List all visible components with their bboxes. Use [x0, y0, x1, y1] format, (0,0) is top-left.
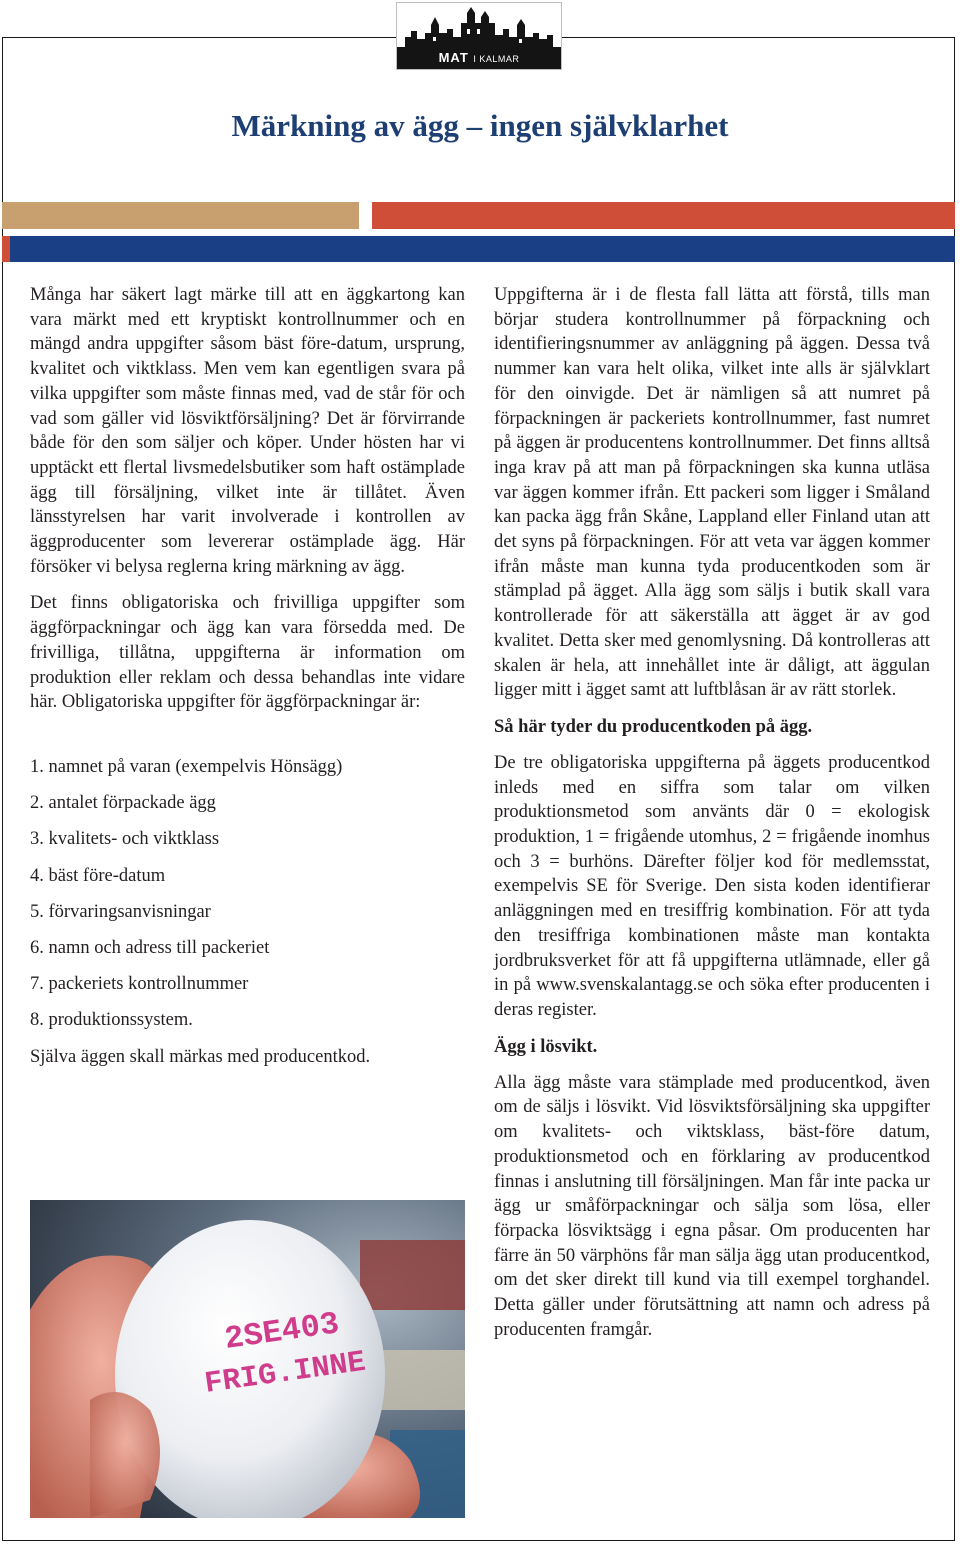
decorative-bar-gold — [2, 202, 359, 229]
left-paragraph-intro: Många har säkert lagt märke till att en äggkartong kan vara märkt med ett kryptiskt kontrollnummer och en mängd andra uppgifter såsom bäst före-datum, ursprung, kvalitet och viktklass. Men vem kan egentligen svara på vilka uppgifter som måste finnas med, vad de står för och vad som gäller vid lösviktförsäljning? Det är förvirrande både för den som säljer och köper. Under hösten har vi upptäckt ett flertal livsmedelsbutiker som haft ostämplade ägg till försäljning, vilket inte är tillåtet. Även länsstyrelsen har varit involverade i kontrollen av äggproducenter som levererar ostämplade ägg. Här försöker vi belysa reglerna kring märkning av ägg. — [30, 285, 465, 577]
logo-sub-text: I KALMAR — [473, 54, 520, 64]
left-paragraph-obligatory: Det finns obligatoriska och frivilliga uppgifter som äggförpackningar och ägg kan vara försedda med. De frivilliga, tillåtna, uppgifterna är information om produktion eller reklam och dessa behandlas inte vidare här. Obligatoriska uppgifter för äggförpackningar är: — [30, 593, 465, 713]
egg-in-hand-image — [30, 1200, 465, 1518]
list-item: 7. packeriets kontrollnummer — [30, 974, 249, 995]
list-item: 6. namn och adress till packeriet — [30, 937, 270, 958]
left-paragraph-stamp: Själva äggen skall märkas med producentkod. — [30, 1046, 371, 1067]
heading-loose-eggs: Ägg i lösvikt. — [494, 1036, 598, 1057]
right-paragraph-loose-eggs: Alla ägg måste vara stämplade med producentkod, även om de säljs i lösvikt. Vid lösviktsförsäljning ska uppgifter om kvalitets- och viktsklass, bäst-före datum, produktionsmetod och en förklaring av producentkod finnas i anslutning till försäljningen. Man får inte packa ur ägg ur småförpackningar och sälja som lösa, eller förpacka lösviktsägg i egna påsar. Om producenten har färre än 50 värphöns får man sälja ägg utan producentkod, om det sker direkt till kund via till exempel torghandel. Detta gäller under förutsättning att namn och adress på producenten framgår. — [494, 1072, 930, 1340]
right-paragraph-producer-code: De tre obligatoriska uppgifterna på äggets producentkod inleds med en siffra som talar om vilken produktionsmetod som använts där 0 = ekologisk produktion, 1 = frigående utomhus, 2 = frigående inomhus och 3 = burhöns. Därefter följer kod för medlemsstat, exempelvis SE för Sverige. Den sista koden identifierar anläggningen med en tresiffrig kombination. För att tyda den tresiffriga kombinationen måste man kontakta jordbruksverket för att få uppgifterna utlämnade, eller gå in på www.svenskalantagg.se och söka efter producenten i deras register. — [494, 752, 930, 1020]
decorative-bar-blue — [2, 236, 955, 262]
heading-producer-code: Så här tyder du producentkoden på ägg. — [494, 716, 813, 737]
right-paragraph-codes: Uppgifterna är i de flesta fall lätta att förstå, tills man börjar studera kontrollnummer på förpackning och identifieringsnummer av anläggning på äggen. Dessa två nummer kan vara helt olika, vilket inte alls är självklart för den oinvigde. Det är nämligen så att numret på förpackningen är packeriets kontrollnummer, fast numret på äggen är producentens kontrollnummer. Det finns alltså inga krav på att man på förpackningen ska kunna utläsa var äggen kommer ifrån. Ett packeri som ligger i Småland kan packa ägg från Skåne, Lappland eller Finland utan att det syns på förpackningen. För att veta var äggen kommer ifrån måste man kunna tyda producentkoden som är stämplad på ägget. Alla ägg som säljs i butik skall vara kontrollerade för att säkerställa att ägget är av god kvalitet. Detta sker med genomlysning. Då kontrolleras att skalen är hela, att innehållet inte är dåligt, att äggulan ligger mitt i ägget samt att luftblåsan är av rätt storlek. — [494, 285, 930, 701]
logo — [396, 2, 562, 70]
left-column — [30, 283, 465, 1081]
decorative-bar-red — [372, 202, 955, 229]
list-item: 8. produktionssystem. — [30, 1010, 193, 1031]
egg-stamp-method: FRIG.INNE — [202, 1345, 368, 1402]
list-item: 1. namnet på varan (exempelvis Hönsägg) — [30, 756, 343, 777]
list-item: 3. kvalitets- och viktklass — [30, 829, 220, 850]
egg-photo — [30, 1200, 465, 1518]
egg-stamp-code: 2SE403 — [222, 1305, 342, 1358]
list-item: 5. förvaringsanvisningar — [30, 901, 211, 922]
page-title: Märkning av ägg – ingen självklarhet — [231, 108, 729, 143]
decorative-bar-red-accent — [2, 236, 10, 262]
right-column — [494, 283, 930, 1354]
list-item: 4. bäst före-datum — [30, 865, 166, 886]
obligatory-info-list — [30, 755, 465, 1033]
list-item: 2. antalet förpackade ägg — [30, 793, 216, 814]
logo-main-text: MAT — [438, 50, 469, 65]
